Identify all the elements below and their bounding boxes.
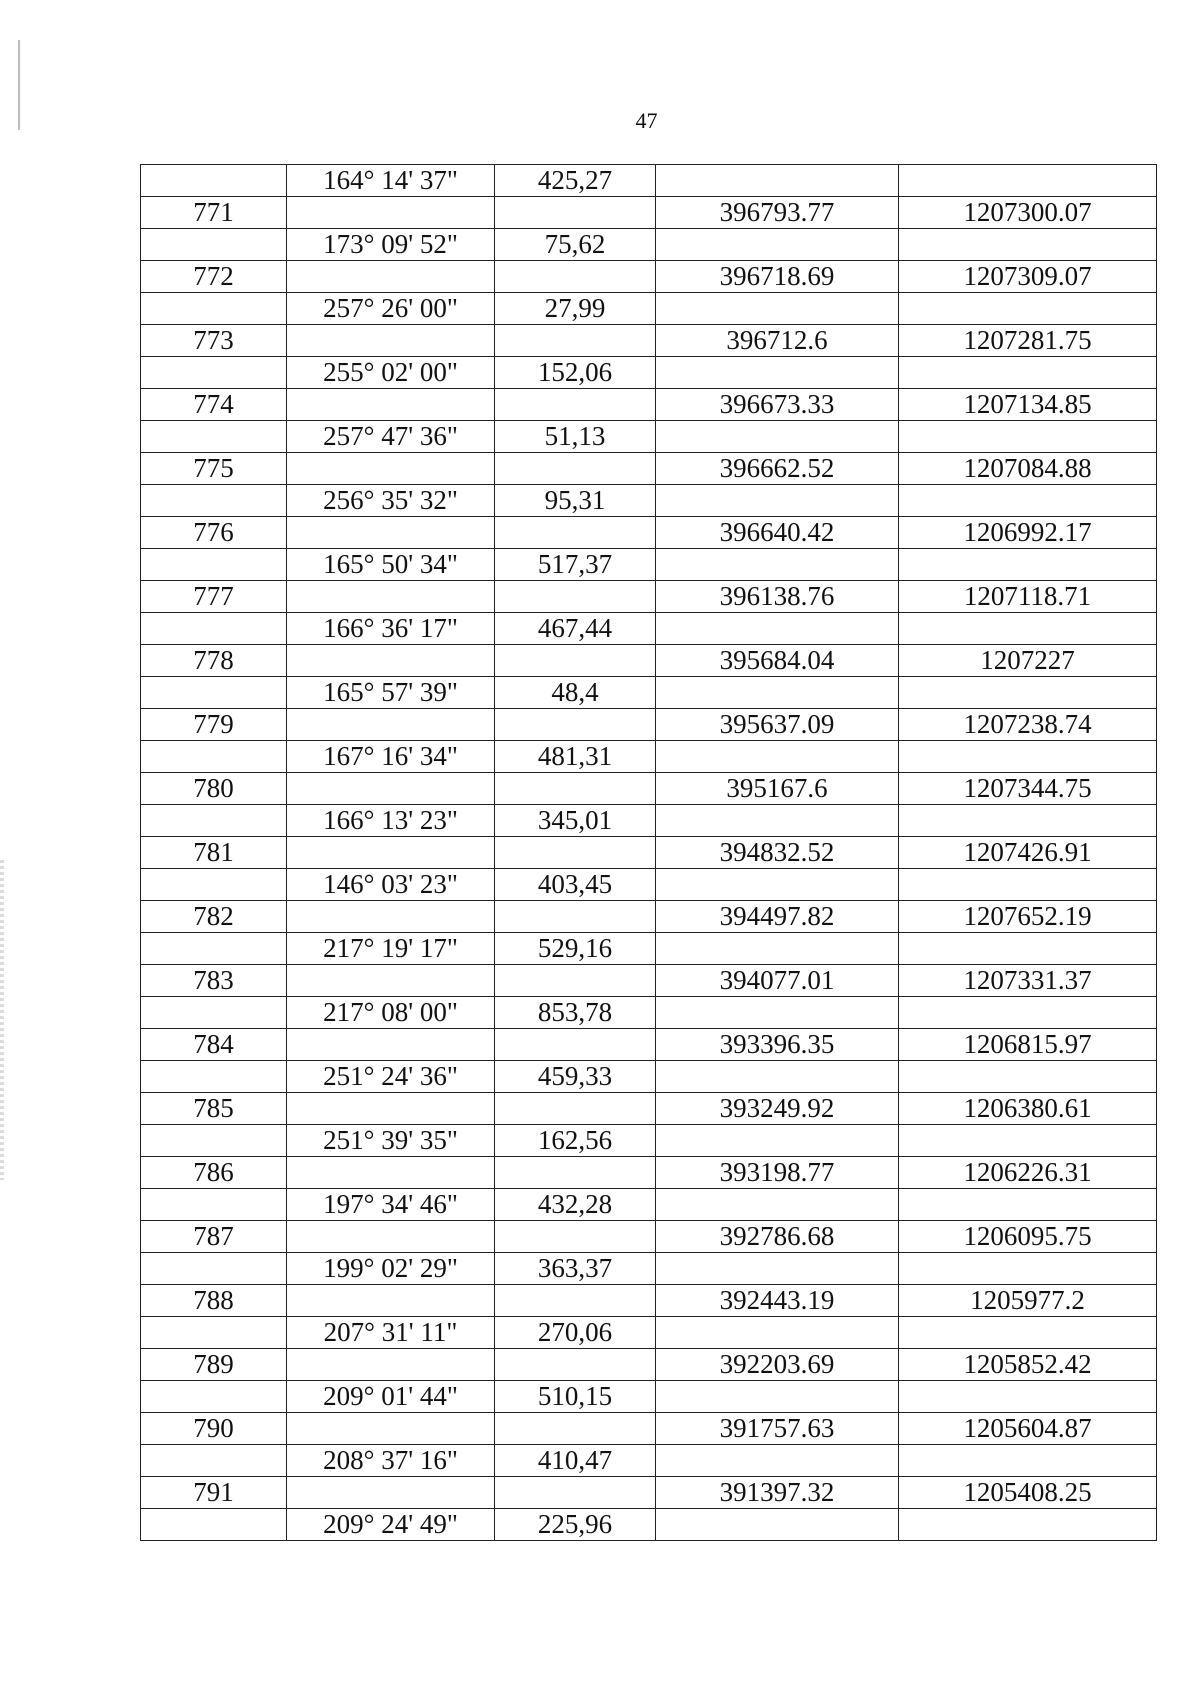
bearing-angle-cell: 199° 02' 29" bbox=[287, 1253, 495, 1285]
x-coordinate-cell bbox=[656, 549, 899, 581]
x-coordinate-cell: 396793.77 bbox=[656, 197, 899, 229]
bearing-angle-cell: 165° 50' 34" bbox=[287, 549, 495, 581]
point-number-cell bbox=[141, 1317, 287, 1349]
point-number-cell: 785 bbox=[141, 1093, 287, 1125]
point-number-cell: 778 bbox=[141, 645, 287, 677]
bearing-angle-cell: 197° 34' 46" bbox=[287, 1189, 495, 1221]
point-number-cell: 777 bbox=[141, 581, 287, 613]
table-row bbox=[141, 1317, 1157, 1349]
distance-cell bbox=[495, 837, 656, 869]
distance-cell bbox=[495, 197, 656, 229]
point-number-cell bbox=[141, 293, 287, 325]
x-coordinate-cell bbox=[656, 1125, 899, 1157]
table-row bbox=[141, 1125, 1157, 1157]
distance-cell: 481,31 bbox=[495, 741, 656, 773]
x-coordinate-cell bbox=[656, 741, 899, 773]
bearing-angle-cell: 166° 36' 17" bbox=[287, 613, 495, 645]
table-row bbox=[141, 1477, 1157, 1509]
point-number-cell bbox=[141, 421, 287, 453]
table-row bbox=[141, 1445, 1157, 1477]
distance-cell: 363,37 bbox=[495, 1253, 656, 1285]
y-coordinate-cell bbox=[899, 677, 1157, 709]
point-number-cell: 791 bbox=[141, 1477, 287, 1509]
bearing-angle-cell bbox=[287, 517, 495, 549]
y-coordinate-cell: 1205977.2 bbox=[899, 1285, 1157, 1317]
table-row bbox=[141, 933, 1157, 965]
distance-cell bbox=[495, 261, 656, 293]
y-coordinate-cell: 1206992.17 bbox=[899, 517, 1157, 549]
x-coordinate-cell: 393198.77 bbox=[656, 1157, 899, 1189]
table-row bbox=[141, 805, 1157, 837]
y-coordinate-cell: 1207227 bbox=[899, 645, 1157, 677]
point-number-cell bbox=[141, 869, 287, 901]
distance-cell: 425,27 bbox=[495, 165, 656, 197]
table-row bbox=[141, 1349, 1157, 1381]
point-number-cell: 784 bbox=[141, 1029, 287, 1061]
table-row bbox=[141, 357, 1157, 389]
table-row bbox=[141, 1157, 1157, 1189]
table-row bbox=[141, 1189, 1157, 1221]
table-row bbox=[141, 1381, 1157, 1413]
table-row bbox=[141, 1029, 1157, 1061]
point-number-cell bbox=[141, 485, 287, 517]
distance-cell: 467,44 bbox=[495, 613, 656, 645]
x-coordinate-cell bbox=[656, 1445, 899, 1477]
y-coordinate-cell bbox=[899, 1189, 1157, 1221]
y-coordinate-cell bbox=[899, 421, 1157, 453]
distance-cell: 225,96 bbox=[495, 1509, 656, 1541]
table-row bbox=[141, 1509, 1157, 1541]
point-number-cell bbox=[141, 805, 287, 837]
point-number-cell bbox=[141, 933, 287, 965]
distance-cell bbox=[495, 325, 656, 357]
point-number-cell bbox=[141, 549, 287, 581]
table-row bbox=[141, 453, 1157, 485]
bearing-angle-cell: 251° 39' 35" bbox=[287, 1125, 495, 1157]
point-number-cell bbox=[141, 741, 287, 773]
distance-cell: 510,15 bbox=[495, 1381, 656, 1413]
distance-cell bbox=[495, 965, 656, 997]
bearing-angle-cell bbox=[287, 325, 495, 357]
y-coordinate-cell: 1206815.97 bbox=[899, 1029, 1157, 1061]
table-row bbox=[141, 517, 1157, 549]
table-row bbox=[141, 197, 1157, 229]
point-number-cell bbox=[141, 677, 287, 709]
bearing-angle-cell bbox=[287, 709, 495, 741]
table-row bbox=[141, 485, 1157, 517]
distance-cell bbox=[495, 517, 656, 549]
y-coordinate-cell bbox=[899, 293, 1157, 325]
y-coordinate-cell bbox=[899, 357, 1157, 389]
distance-cell bbox=[495, 901, 656, 933]
bearing-angle-cell bbox=[287, 1157, 495, 1189]
x-coordinate-cell: 394077.01 bbox=[656, 965, 899, 997]
table-row bbox=[141, 581, 1157, 613]
y-coordinate-cell: 1205852.42 bbox=[899, 1349, 1157, 1381]
y-coordinate-cell bbox=[899, 1125, 1157, 1157]
point-number-cell: 771 bbox=[141, 197, 287, 229]
y-coordinate-cell: 1207281.75 bbox=[899, 325, 1157, 357]
distance-cell: 51,13 bbox=[495, 421, 656, 453]
point-number-cell: 779 bbox=[141, 709, 287, 741]
point-number-cell bbox=[141, 997, 287, 1029]
bearing-angle-cell: 167° 16' 34" bbox=[287, 741, 495, 773]
table-row bbox=[141, 773, 1157, 805]
x-coordinate-cell: 395637.09 bbox=[656, 709, 899, 741]
x-coordinate-cell: 396138.76 bbox=[656, 581, 899, 613]
bearing-angle-cell bbox=[287, 901, 495, 933]
y-coordinate-cell bbox=[899, 1381, 1157, 1413]
x-coordinate-cell bbox=[656, 613, 899, 645]
bearing-angle-cell: 255° 02' 00" bbox=[287, 357, 495, 389]
y-coordinate-cell bbox=[899, 229, 1157, 261]
x-coordinate-cell bbox=[656, 1381, 899, 1413]
bearing-angle-cell: 251° 24' 36" bbox=[287, 1061, 495, 1093]
y-coordinate-cell: 1207309.07 bbox=[899, 261, 1157, 293]
y-coordinate-cell bbox=[899, 869, 1157, 901]
x-coordinate-cell bbox=[656, 677, 899, 709]
point-number-cell bbox=[141, 1125, 287, 1157]
table-row bbox=[141, 869, 1157, 901]
x-coordinate-cell bbox=[656, 869, 899, 901]
distance-cell bbox=[495, 1221, 656, 1253]
x-coordinate-cell: 392443.19 bbox=[656, 1285, 899, 1317]
point-number-cell: 775 bbox=[141, 453, 287, 485]
distance-cell bbox=[495, 1413, 656, 1445]
y-coordinate-cell: 1206095.75 bbox=[899, 1221, 1157, 1253]
distance-cell: 403,45 bbox=[495, 869, 656, 901]
point-number-cell: 780 bbox=[141, 773, 287, 805]
point-number-cell: 781 bbox=[141, 837, 287, 869]
distance-cell bbox=[495, 1093, 656, 1125]
point-number-cell bbox=[141, 613, 287, 645]
point-number-cell: 772 bbox=[141, 261, 287, 293]
distance-cell: 432,28 bbox=[495, 1189, 656, 1221]
distance-cell bbox=[495, 1477, 656, 1509]
y-coordinate-cell bbox=[899, 1445, 1157, 1477]
bearing-angle-cell: 256° 35' 32" bbox=[287, 485, 495, 517]
table-row bbox=[141, 293, 1157, 325]
bearing-angle-cell bbox=[287, 1477, 495, 1509]
x-coordinate-cell bbox=[656, 1061, 899, 1093]
bearing-angle-cell bbox=[287, 581, 495, 613]
y-coordinate-cell bbox=[899, 1061, 1157, 1093]
table-row bbox=[141, 325, 1157, 357]
y-coordinate-cell bbox=[899, 1317, 1157, 1349]
point-number-cell bbox=[141, 1061, 287, 1093]
bearing-angle-cell: 165° 57' 39" bbox=[287, 677, 495, 709]
table-row bbox=[141, 1221, 1157, 1253]
distance-cell: 48,4 bbox=[495, 677, 656, 709]
distance-cell: 529,16 bbox=[495, 933, 656, 965]
y-coordinate-cell: 1205408.25 bbox=[899, 1477, 1157, 1509]
point-number-cell bbox=[141, 1509, 287, 1541]
table-row bbox=[141, 677, 1157, 709]
x-coordinate-cell: 393396.35 bbox=[656, 1029, 899, 1061]
bearing-angle-cell bbox=[287, 773, 495, 805]
x-coordinate-cell bbox=[656, 357, 899, 389]
x-coordinate-cell: 392786.68 bbox=[656, 1221, 899, 1253]
point-number-cell: 783 bbox=[141, 965, 287, 997]
x-coordinate-cell bbox=[656, 1253, 899, 1285]
table-row bbox=[141, 965, 1157, 997]
distance-cell: 152,06 bbox=[495, 357, 656, 389]
distance-cell bbox=[495, 1157, 656, 1189]
point-number-cell: 787 bbox=[141, 1221, 287, 1253]
bearing-angle-cell bbox=[287, 197, 495, 229]
table-row bbox=[141, 837, 1157, 869]
y-coordinate-cell bbox=[899, 165, 1157, 197]
y-coordinate-cell: 1206380.61 bbox=[899, 1093, 1157, 1125]
y-coordinate-cell bbox=[899, 741, 1157, 773]
distance-cell: 27,99 bbox=[495, 293, 656, 325]
x-coordinate-cell: 391757.63 bbox=[656, 1413, 899, 1445]
bearing-angle-cell bbox=[287, 965, 495, 997]
point-number-cell: 782 bbox=[141, 901, 287, 933]
y-coordinate-cell: 1207134.85 bbox=[899, 389, 1157, 421]
y-coordinate-cell bbox=[899, 805, 1157, 837]
bearing-angle-cell bbox=[287, 645, 495, 677]
distance-cell: 345,01 bbox=[495, 805, 656, 837]
distance-cell bbox=[495, 1029, 656, 1061]
distance-cell bbox=[495, 1349, 656, 1381]
bearing-angle-cell: 209° 24' 49" bbox=[287, 1509, 495, 1541]
y-coordinate-cell bbox=[899, 485, 1157, 517]
point-number-cell bbox=[141, 1381, 287, 1413]
bearing-angle-cell: 257° 47' 36" bbox=[287, 421, 495, 453]
x-coordinate-cell: 392203.69 bbox=[656, 1349, 899, 1381]
coordinates-table bbox=[140, 164, 1157, 1541]
bearing-angle-cell bbox=[287, 389, 495, 421]
y-coordinate-cell bbox=[899, 933, 1157, 965]
x-coordinate-cell bbox=[656, 165, 899, 197]
distance-cell: 517,37 bbox=[495, 549, 656, 581]
table-row bbox=[141, 1253, 1157, 1285]
table-row bbox=[141, 421, 1157, 453]
bearing-angle-cell: 217° 19' 17" bbox=[287, 933, 495, 965]
x-coordinate-cell bbox=[656, 1189, 899, 1221]
table-row bbox=[141, 741, 1157, 773]
point-number-cell bbox=[141, 1253, 287, 1285]
bearing-angle-cell bbox=[287, 261, 495, 293]
x-coordinate-cell bbox=[656, 485, 899, 517]
bearing-angle-cell bbox=[287, 1285, 495, 1317]
distance-cell bbox=[495, 581, 656, 613]
bearing-angle-cell: 257° 26' 00" bbox=[287, 293, 495, 325]
table-row bbox=[141, 1061, 1157, 1093]
bearing-angle-cell: 209° 01' 44" bbox=[287, 1381, 495, 1413]
y-coordinate-cell: 1207344.75 bbox=[899, 773, 1157, 805]
distance-cell: 162,56 bbox=[495, 1125, 656, 1157]
distance-cell bbox=[495, 389, 656, 421]
bearing-angle-cell bbox=[287, 1221, 495, 1253]
y-coordinate-cell: 1207426.91 bbox=[899, 837, 1157, 869]
y-coordinate-cell bbox=[899, 549, 1157, 581]
bearing-angle-cell bbox=[287, 1413, 495, 1445]
point-number-cell: 774 bbox=[141, 389, 287, 421]
x-coordinate-cell: 395167.6 bbox=[656, 773, 899, 805]
x-coordinate-cell: 394832.52 bbox=[656, 837, 899, 869]
x-coordinate-cell: 396712.6 bbox=[656, 325, 899, 357]
scan-artifact bbox=[0, 860, 4, 1180]
point-number-cell: 788 bbox=[141, 1285, 287, 1317]
table-row bbox=[141, 997, 1157, 1029]
y-coordinate-cell: 1207331.37 bbox=[899, 965, 1157, 997]
table-row bbox=[141, 901, 1157, 933]
y-coordinate-cell: 1207652.19 bbox=[899, 901, 1157, 933]
bearing-angle-cell bbox=[287, 453, 495, 485]
y-coordinate-cell bbox=[899, 1253, 1157, 1285]
x-coordinate-cell: 395684.04 bbox=[656, 645, 899, 677]
table-row bbox=[141, 709, 1157, 741]
bearing-angle-cell: 166° 13' 23" bbox=[287, 805, 495, 837]
bearing-angle-cell: 207° 31' 11" bbox=[287, 1317, 495, 1349]
distance-cell: 75,62 bbox=[495, 229, 656, 261]
x-coordinate-cell: 396718.69 bbox=[656, 261, 899, 293]
table-row bbox=[141, 1413, 1157, 1445]
x-coordinate-cell bbox=[656, 293, 899, 325]
point-number-cell: 790 bbox=[141, 1413, 287, 1445]
page-number: 47 bbox=[635, 108, 658, 133]
point-number-cell bbox=[141, 1445, 287, 1477]
x-coordinate-cell: 394497.82 bbox=[656, 901, 899, 933]
point-number-cell: 776 bbox=[141, 517, 287, 549]
x-coordinate-cell: 393249.92 bbox=[656, 1093, 899, 1125]
distance-cell: 853,78 bbox=[495, 997, 656, 1029]
point-number-cell: 773 bbox=[141, 325, 287, 357]
distance-cell bbox=[495, 1285, 656, 1317]
bearing-angle-cell: 173° 09' 52" bbox=[287, 229, 495, 261]
distance-cell: 459,33 bbox=[495, 1061, 656, 1093]
table-row bbox=[141, 1285, 1157, 1317]
distance-cell: 410,47 bbox=[495, 1445, 656, 1477]
point-number-cell bbox=[141, 229, 287, 261]
distance-cell bbox=[495, 453, 656, 485]
y-coordinate-cell: 1207238.74 bbox=[899, 709, 1157, 741]
x-coordinate-cell: 396640.42 bbox=[656, 517, 899, 549]
table-row bbox=[141, 645, 1157, 677]
x-coordinate-cell: 396662.52 bbox=[656, 453, 899, 485]
y-coordinate-cell: 1207084.88 bbox=[899, 453, 1157, 485]
table-row bbox=[141, 165, 1157, 197]
point-number-cell bbox=[141, 357, 287, 389]
y-coordinate-cell: 1205604.87 bbox=[899, 1413, 1157, 1445]
point-number-cell bbox=[141, 165, 287, 197]
x-coordinate-cell bbox=[656, 1317, 899, 1349]
table-row bbox=[141, 613, 1157, 645]
x-coordinate-cell bbox=[656, 805, 899, 837]
bearing-angle-cell bbox=[287, 1349, 495, 1381]
distance-cell bbox=[495, 709, 656, 741]
distance-cell bbox=[495, 773, 656, 805]
y-coordinate-cell: 1207118.71 bbox=[899, 581, 1157, 613]
table-body bbox=[141, 165, 1157, 1541]
y-coordinate-cell bbox=[899, 1509, 1157, 1541]
table-row bbox=[141, 389, 1157, 421]
table-row bbox=[141, 549, 1157, 581]
bearing-angle-cell: 146° 03' 23" bbox=[287, 869, 495, 901]
bearing-angle-cell: 164° 14' 37" bbox=[287, 165, 495, 197]
point-number-cell: 786 bbox=[141, 1157, 287, 1189]
y-coordinate-cell: 1206226.31 bbox=[899, 1157, 1157, 1189]
x-coordinate-cell: 391397.32 bbox=[656, 1477, 899, 1509]
distance-cell bbox=[495, 645, 656, 677]
y-coordinate-cell: 1207300.07 bbox=[899, 197, 1157, 229]
x-coordinate-cell bbox=[656, 421, 899, 453]
bearing-angle-cell bbox=[287, 1029, 495, 1061]
table-row bbox=[141, 261, 1157, 293]
point-number-cell: 789 bbox=[141, 1349, 287, 1381]
bearing-angle-cell bbox=[287, 1093, 495, 1125]
bearing-angle-cell: 217° 08' 00" bbox=[287, 997, 495, 1029]
distance-cell: 270,06 bbox=[495, 1317, 656, 1349]
x-coordinate-cell bbox=[656, 933, 899, 965]
table-row bbox=[141, 1093, 1157, 1125]
distance-cell: 95,31 bbox=[495, 485, 656, 517]
table-row bbox=[141, 229, 1157, 261]
y-coordinate-cell bbox=[899, 613, 1157, 645]
y-coordinate-cell bbox=[899, 997, 1157, 1029]
x-coordinate-cell bbox=[656, 997, 899, 1029]
x-coordinate-cell bbox=[656, 229, 899, 261]
bearing-angle-cell bbox=[287, 837, 495, 869]
x-coordinate-cell: 396673.33 bbox=[656, 389, 899, 421]
x-coordinate-cell bbox=[656, 1509, 899, 1541]
point-number-cell bbox=[141, 1189, 287, 1221]
bearing-angle-cell: 208° 37' 16" bbox=[287, 1445, 495, 1477]
